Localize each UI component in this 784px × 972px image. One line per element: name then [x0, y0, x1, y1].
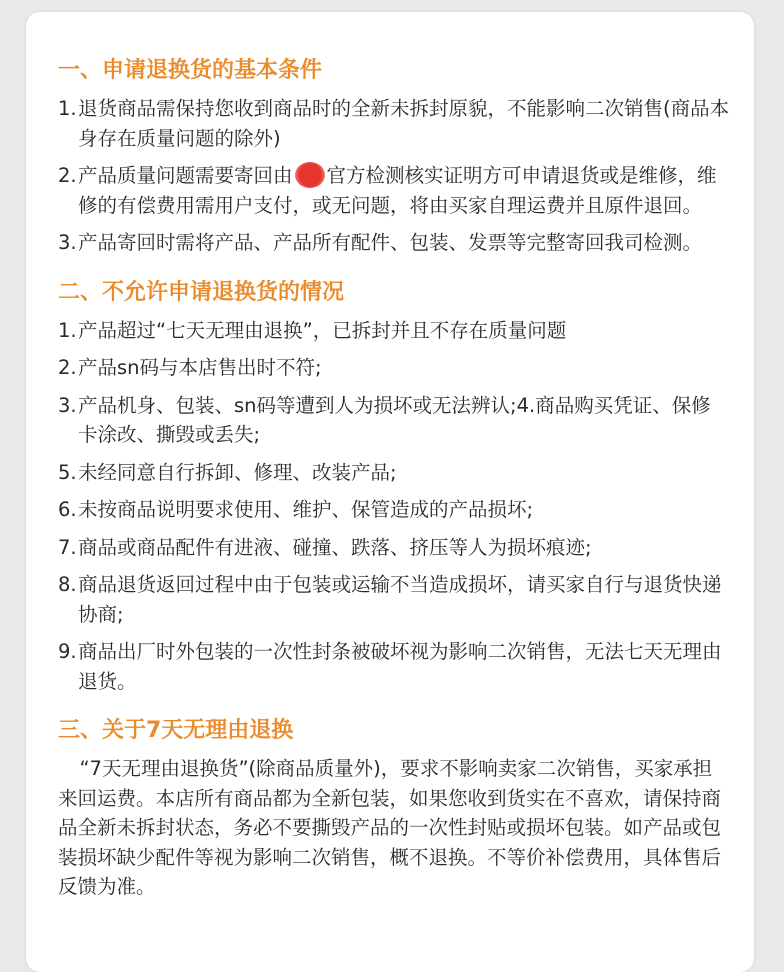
- policy-paragraph: “7天无理由退换货”(除商品质量外)，要求不影响卖家二次销售，买家承担来回运费。本店所有商品都为全新包装，如果您收到货实在不喜欢，请保持商品全新未拆封状态，务必不要撕毁产品的一次性封贴或损坏包装。如产品或包装损坏缺少配件等视为影响二次销售，概不退换。不等价补偿费用，具体售后反馈为准。: [58, 757, 722, 898]
- item-number: 8.: [58, 573, 77, 596]
- item-number: 7.: [58, 535, 77, 559]
- section-title: 二、不允许申请退换货的情况: [58, 279, 345, 305]
- item-text: 退货商品需保持您收到商品时的全新未拆封原貌，不能影响二次销售(商品本身存在质量问题的除外): [78, 97, 730, 150]
- item-number: 5.: [58, 460, 77, 484]
- section-title: 一、申请退换货的基本条件: [58, 58, 323, 83]
- item-text: 产品质量问题需要寄回由: [78, 164, 293, 187]
- section-seven-day-return: [58, 716, 730, 902]
- item-text: 官方检测核实证明方可申请退货或是维修，维修的有偿费用需用户支付，或无问题，将由买家自理运费并且原件退回。: [78, 164, 717, 217]
- list-item: [58, 533, 730, 563]
- item-text: 商品出厂时外包装的一次性封条被破坏视为影响二次销售，无法七天无理由退货。: [78, 640, 722, 693]
- item-number: 1.: [58, 318, 77, 342]
- item-text: 产品超过“七天无理由退换”，已拆封并且不存在质量问题: [78, 318, 567, 342]
- list-item: [58, 316, 730, 346]
- item-text: 未经同意自行拆卸、修理、改装产品;: [78, 460, 397, 484]
- redaction-mark: [295, 162, 325, 188]
- item-text: 未按商品说明要求使用、维护、保管造成的产品损坏;: [78, 498, 534, 521]
- item-number: 2.: [58, 164, 77, 187]
- list-item: [58, 637, 730, 696]
- item-number: 3.: [58, 393, 77, 417]
- item-number: 6.: [58, 498, 77, 521]
- item-number: 1.: [58, 97, 77, 120]
- list-item: [58, 391, 730, 450]
- item-text: 产品寄回时需将产品、产品所有配件、包装、发票等完整寄回我司检测。: [78, 231, 703, 254]
- section-title: 三、关于7天无理由退换: [58, 718, 294, 743]
- list-item: [58, 94, 730, 153]
- list-item: [58, 228, 730, 258]
- section-not-allowed: [58, 278, 730, 697]
- item-text: 产品sn码与本店售出时不符;: [78, 356, 322, 379]
- list-item: [58, 458, 730, 488]
- item-number: 2.: [58, 356, 77, 379]
- section-basic-conditions: [58, 56, 730, 258]
- policy-card: [26, 12, 754, 972]
- item-text: 商品退货返回过程中由于包装或运输不当造成损坏，请买家自行与退货快递协商;: [78, 573, 722, 626]
- item-text: 商品或商品配件有进液、碰撞、跌落、挤压等人为损坏痕迹;: [78, 535, 592, 559]
- list-item: [58, 161, 730, 220]
- list-item: [58, 570, 730, 629]
- item-text: 产品机身、包装、sn码等遭到人为损坏或无法辨认;4.商品购买凭证、保修卡涂改、撕毁或丢失;: [78, 393, 711, 446]
- policy-content: [58, 56, 730, 922]
- list-item: [58, 353, 730, 383]
- item-number: 3.: [58, 231, 77, 254]
- list-item: [58, 495, 730, 525]
- item-number: 9.: [58, 640, 77, 663]
